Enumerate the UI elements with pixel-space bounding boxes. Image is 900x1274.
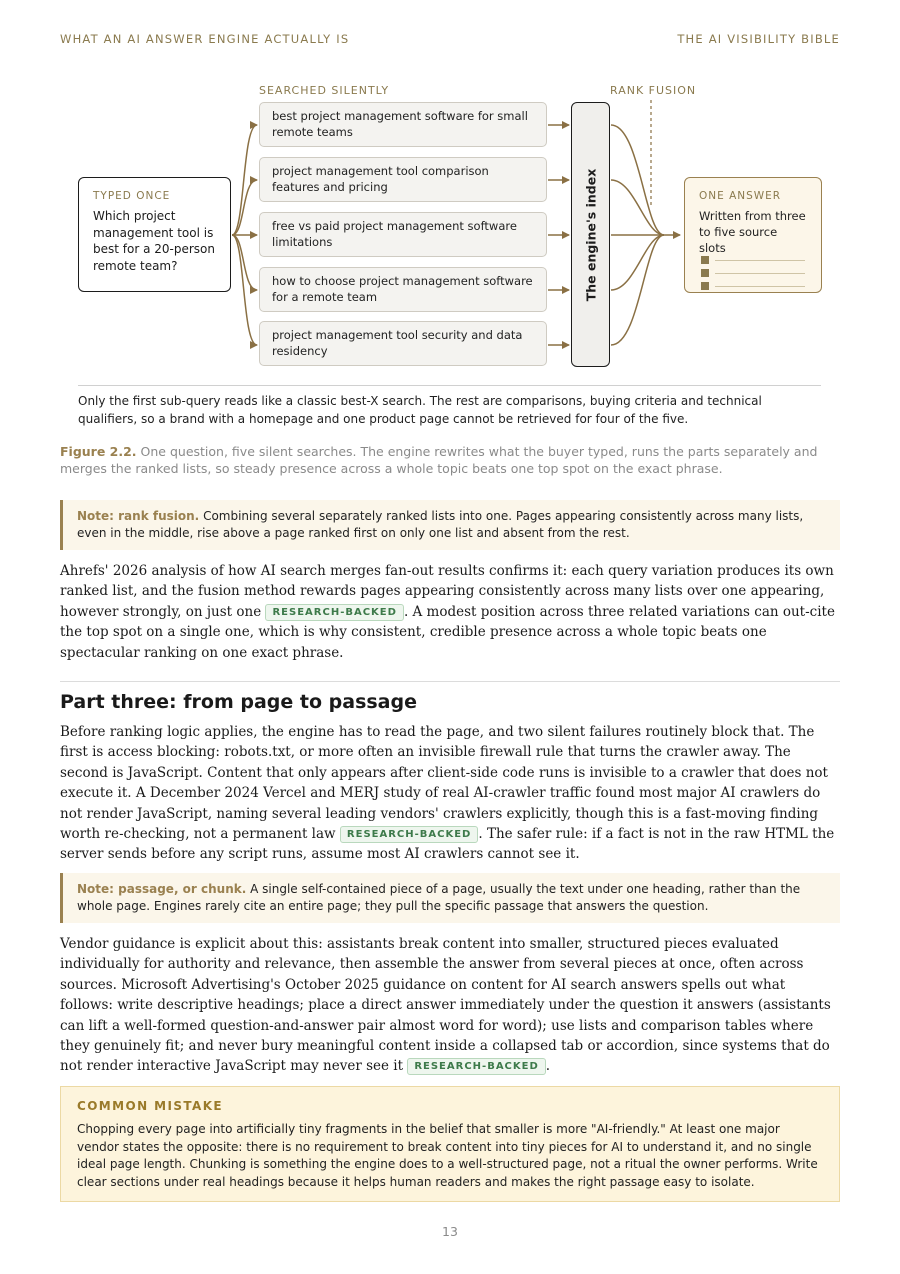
one-answer-label: ONE ANSWER: [699, 190, 782, 202]
note-label: Note: passage, or chunk.: [77, 882, 247, 896]
section-heading: Part three: from page to passage: [60, 691, 417, 713]
common-mistake-callout: [60, 1086, 840, 1202]
page-number: 13: [442, 1224, 458, 1239]
fusion-curve-1: [611, 125, 664, 235]
fanout-arrow-2: [232, 180, 257, 235]
searched-silently-label: SEARCHED SILENTLY: [259, 84, 390, 97]
rank-fusion-label: RANK FUSION: [610, 84, 697, 97]
source-slot-3: [701, 282, 805, 290]
query-fanout-diagram: [60, 80, 840, 380]
diagram-caption: Only the first sub-query reads like a classic best-X search. The rest are comparisons, buying criteria and technical qualifiers, so a brand with a homepage and one product page cannot be retrieved for four of the five.: [78, 394, 762, 426]
note-label: Note: rank fusion.: [77, 509, 200, 523]
fanout-arrow-1: [232, 125, 257, 235]
note-text: Combining several separately ranked lists into one. Pages appearing consistently across many lists, even in the middle, rise above a page ranked first on only one list and absent from the rest.: [77, 509, 804, 540]
paragraph-text: .: [545, 1058, 551, 1075]
common-mistake-text: Chopping every page into artificially tiny fragments in the belief that smaller is more "AI-friendly." At least one major vendor states the opposite: there is no requirement to break content into tiny pieces for AI to understand it, and no single ideal page length. Chunking is something the engine does to a well-structured page, not a ritual the owner performs. Write clear sections under real headings because it helps human readers and makes the right passage easy to isolate.: [77, 1122, 818, 1189]
source-slot-1: [701, 256, 805, 264]
source-slot-2: [701, 269, 805, 277]
running-head-right: THE AI VISIBILITY BIBLE: [677, 32, 840, 46]
one-answer-box: [684, 177, 822, 293]
engine-index-box: [571, 102, 610, 367]
paragraph-text: Vendor guidance is explicit about this: assistants break content into smaller, structured pieces evaluated individually for authority and relevance, then assemble the answer from several pieces at once, often across sources. Microsoft Advertising's October 2025 guidance on content for AI search answers spells out what follows: write descriptive headings; place a direct answer immediately under the question it answers (assistants can lift a well-formed question-and-answer pair almost word for word); use lists and comparison tables where they genuinely fit; and never bury meaningful content inside a collapsed tab or accordion, since systems that do not render interactive JavaScript may never see it: [60, 936, 831, 1075]
subquery-1: best project management software for small remote teams: [259, 102, 547, 147]
subquery-4: how to choose project management software for a remote team: [259, 267, 547, 312]
fanout-arrow-4: [232, 235, 257, 290]
fanout-arrow-5: [232, 235, 257, 345]
typed-question: Which project management tool is best for a 20-person remote team?: [93, 209, 215, 273]
paragraph-text: Ahrefs' 2026 analysis of how AI search merges fan-out results confirms it: each query variation produces its own ranked list, and the fusion method rewards pages appearing consistently across many lists over one appearing, however strongly, on just one: [60, 563, 834, 620]
paragraph-text: . A modest position across three related variations can out-cite the top spot on a single one, which is why consistent, credible presence across a whole topic beats one spectacular ranking on one exact phrase.: [60, 603, 835, 661]
research-backed-badge: RESEARCH-BACKED: [340, 826, 478, 843]
subquery-2: project management tool comparison features and pricing: [259, 157, 547, 202]
section-divider: [60, 681, 840, 682]
paragraph-text: Before ranking logic applies, the engine has to read the page, and two silent failures routinely block that. The first is access blocking: robots.txt, or more often an invisible firewall rule that turns the crawler away. The second is JavaScript. Content that only appears after client-side code runs is invisible to a crawler that does not execute it. A December 2024 Vercel and MERJ study of real AI-crawler traffic found most major AI crawlers do not render JavaScript, naming several leading vendors' crawlers explicitly, though this is a fast-moving finding worth re-checking, not a permanent law: [60, 724, 828, 843]
subquery-3: free vs paid project management software limitations: [259, 212, 547, 257]
common-mistake-title: COMMON MISTAKE: [77, 1099, 223, 1113]
note-text: A single self-contained piece of a page, usually the text under one heading, rather than the whole page. Engines rarely cite an entire page; they pull the specific passage that answers the question.: [77, 882, 801, 913]
paragraph-text: . The safer rule: if a fact is not in the raw HTML the server sends before any script runs, assume most AI crawlers cannot see it.: [60, 826, 835, 863]
one-answer-text: Written from three to five source slots: [699, 209, 806, 255]
diagram-divider: [78, 385, 821, 386]
body-paragraph-2: [60, 722, 842, 865]
figure-label: Figure 2.2.: [60, 444, 137, 459]
fusion-curve-5: [611, 235, 664, 345]
note-passage: [60, 873, 840, 923]
note-rank-fusion: [60, 500, 840, 550]
body-paragraph-1: [60, 561, 842, 663]
typed-once-label: TYPED ONCE: [93, 190, 171, 202]
subquery-5: project management tool security and data residency: [259, 321, 547, 366]
typed-query-box: [78, 177, 231, 292]
figure-caption: [60, 443, 840, 477]
figure-text: One question, five silent searches. The engine rewrites what the buyer typed, runs the parts separately and merges the ranked lists, so steady presence across a whole topic beats one top spot on the exact phrase.: [60, 444, 818, 476]
research-backed-badge: RESEARCH-BACKED: [265, 604, 403, 621]
body-paragraph-3: [60, 934, 842, 1077]
running-head-left: WHAT AN AI ANSWER ENGINE ACTUALLY IS: [60, 32, 350, 46]
research-backed-badge: RESEARCH-BACKED: [407, 1058, 545, 1075]
engine-index-label: The engine's index: [583, 168, 598, 301]
